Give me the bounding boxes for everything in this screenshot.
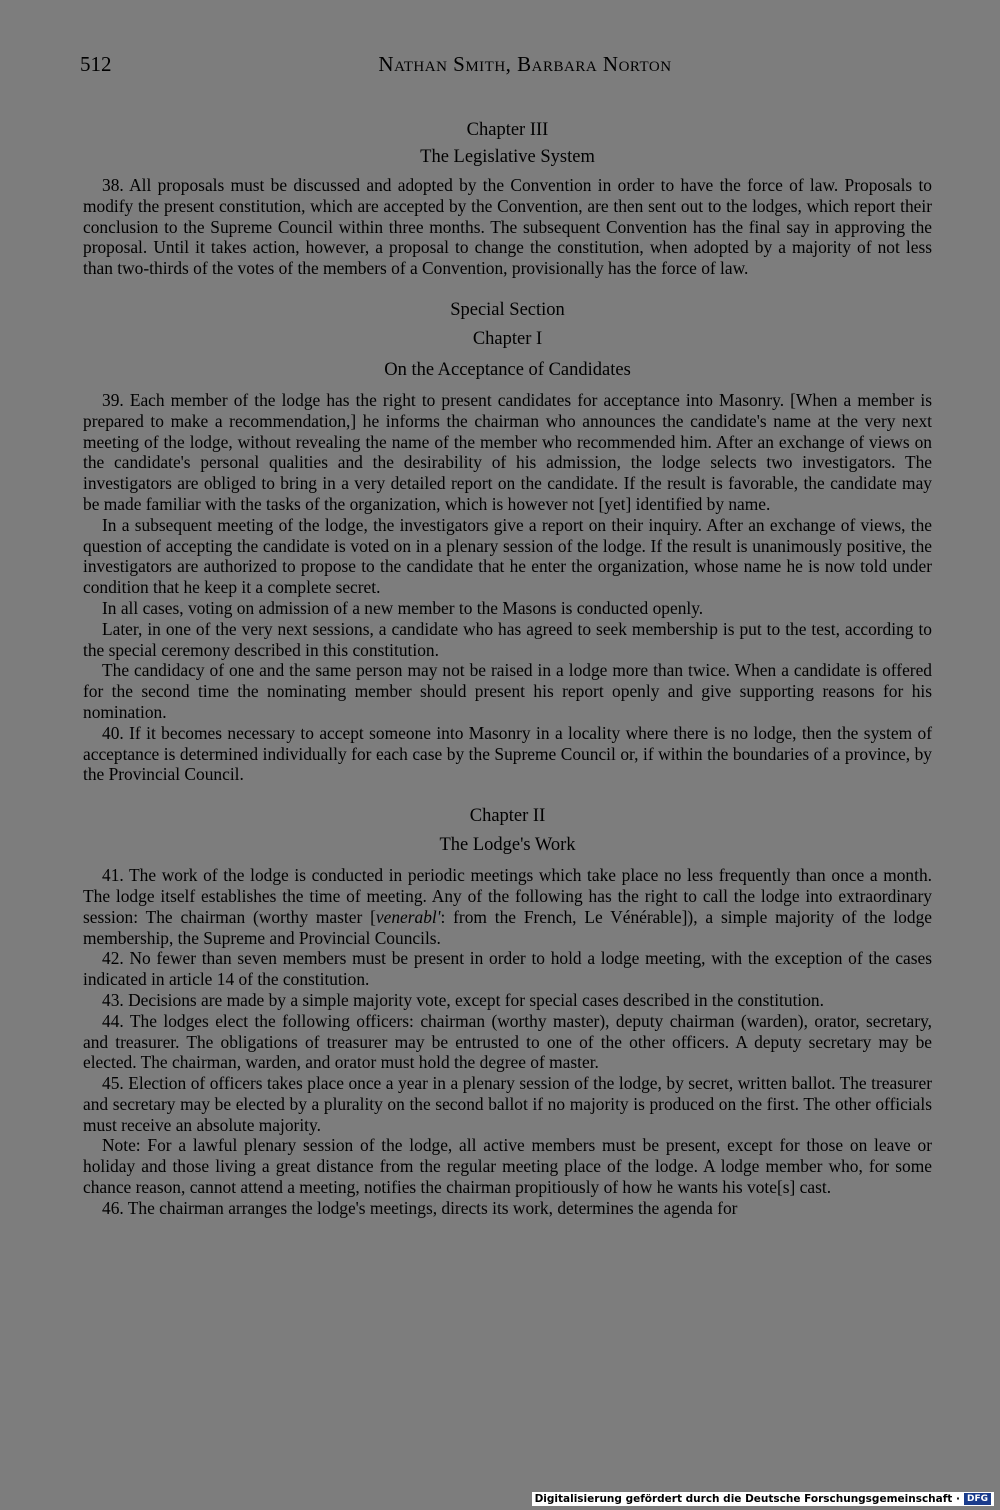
article-39-paragraph-4: Later, in one of the very next sessions, a candidate who has agreed to seek membership is put to the test, according to the special ceremony described in this constitution.	[83, 618, 932, 660]
chapter-2-title: The Lodge's Work	[439, 835, 576, 856]
article-45-note: Note: For a lawful plenary session of the lodge, all active members must be present, except for those on leave or holiday and those living a great distance from the regular meeting place of the lodge. A lodge member who, for some chance reason, cannot attend a meeting, notifies the chairman propitiously of how he wants his vote[s] cast.	[83, 1135, 932, 1198]
article-41-text-1: 41. The work of the lodge is conducted in periodic meetings which take place no less frequently than once a month. The lodge itself establishes the time of meeting. Any of the following has the right to call the lodge into extraordinary session: The chairman (worthy master [	[83, 865, 932, 927]
digitization-footer	[532, 1492, 994, 1506]
chapter-3-label: Chapter III	[466, 120, 549, 140]
article-38: 38. All proposals must be discussed and adopted by the Convention in order to have the force of law. Proposals to modify the present constitution, which are accepted by the Convention, are then sent out to the lodges, which report their conclusion to the Supreme Council within three months. The subsequent Convention has the final say in approving the proposal. Until it takes action, however, a proposal to change the constitution, when adopted by a majority of not less than two-thirds of the votes of the members of a Convention, provisionally has the force of law.	[83, 175, 932, 279]
article-39: 39. Each member of the lodge has the right to present candidates for acceptance into Masonry. [When a member is prepared to make a recommendation,] he informs the chairman who announces the candidate's name at the very next meeting of the lodge, without revealing the name of the member who recommended him. After an exchange of views on the candidate's personal qualities and the desirability of his admission, the lodge selects two investigators. The investigators are obliged to bring in a very detailed report on the candidate. If the result is favorable, the candidate may be made familiar with the tasks of the organization, which is however not [yet] identified by name.	[83, 389, 932, 514]
chapter-1-title: On the Acceptance of Candidates	[384, 359, 631, 380]
article-41-text-2: : from the French, Le Vénérable]), a simple majority of the lodge membership, the Supreme and Provincial Councils.	[83, 906, 932, 948]
article-44: 44. The lodges elect the following officers: chairman (worthy master), deputy chairman (warden), orator, secretary, and treasurer. The obligations of treasurer may be entrusted to one of the other officers. A deputy secretary may be elected. The chairman, warden, and orator must hold the degree of master.	[83, 1010, 932, 1073]
article-39-paragraph-5: The candidacy of one and the same person may not be raised in a lodge more than twice. When a candidate is offered for the second time the nominating member should present his report openly and give supporting reasons for his nomination.	[83, 660, 932, 722]
article-45: 45. Election of officers takes place once a year in a plenary session of the lodge, by secret, written ballot. The treasurer and secretary may be elected by a plurality on the second ballot if no majority is produced on the first. The other officials must receive an absolute majority.	[83, 1073, 932, 1135]
article-46: 46. The chairman arranges the lodge's meetings, directs its work, determines the agenda for	[102, 1197, 738, 1218]
article-39-paragraph-3: In all cases, voting on admission of a new member to the Masons is conducted openly.	[102, 597, 704, 618]
page-number: 512	[80, 52, 112, 76]
chapter-2-label: Chapter II	[469, 806, 546, 827]
article-42: 42. No fewer than seven members must be present in order to hold a lodge meeting, with the exception of the cases indicated in article 14 of the constitution.	[83, 948, 932, 990]
page-header	[80, 52, 930, 82]
article-40: 40. If it becomes necessary to accept someone into Masonry in a locality where there is no lodge, then the system of acceptance is determined individually for each case by the Supreme Council or, if within the boundaries of a province, by the Provincial Council.	[83, 722, 932, 785]
running-head: Nathan Smith, Barbara Norton	[378, 52, 672, 76]
chapter-3-title: The Legislative System	[420, 147, 595, 167]
dfg-logo: DFG	[964, 1493, 991, 1505]
chapter-1-label: Chapter I	[472, 328, 543, 349]
page-body	[83, 113, 932, 1219]
article-41	[83, 865, 932, 948]
footer-text: Digitalisierung gefördert durch die Deutsche Forschungsgemeinschaft ·	[534, 1493, 960, 1505]
article-41-italic-term: venerabl'	[375, 906, 441, 927]
special-section-heading: Special Section	[450, 299, 565, 320]
article-43: 43. Decisions are made by a simple majority vote, except for special cases described in the constitution.	[102, 989, 824, 1010]
article-39-paragraph-2: In a subsequent meeting of the lodge, the investigators give a report on their inquiry. After an exchange of views, the question of accepting the candidate is voted on in a plenary session of the lodge. If the result is unanimously positive, the investigators are authorized to propose to the candidate that he enter the organization, whose name he is now told under condition that he keep it a complete secret.	[83, 514, 932, 598]
